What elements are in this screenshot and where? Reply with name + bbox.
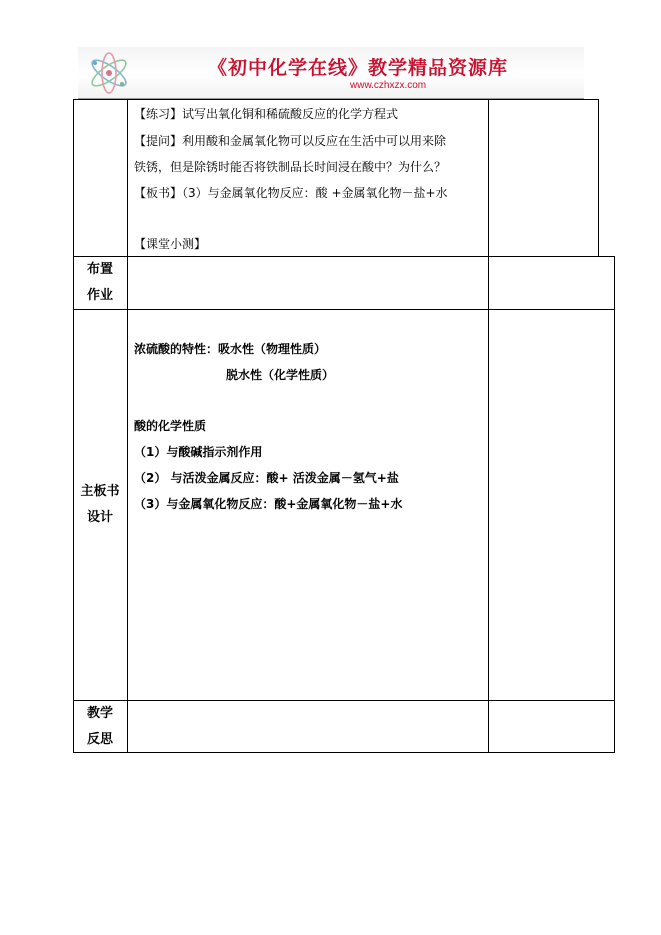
- table-border-top: [73, 99, 599, 100]
- homework-label-1: 布置: [86, 262, 113, 277]
- row-divider-2: [73, 309, 615, 310]
- practice-line: 【练习】试写出氧化铜和稀硫酸反应的化学方程式: [134, 107, 399, 121]
- site-title: 《初中化学在线》教学精品资源库: [208, 57, 509, 79]
- quiz-line: 【课堂小测】: [134, 237, 207, 251]
- table-border-left: [73, 99, 74, 753]
- header-banner: [78, 47, 584, 99]
- atom-logo-icon: [84, 49, 134, 97]
- board-line-2: （2） 与活泼金属反应：酸+ 活泼金属－氢气+盐: [134, 471, 399, 485]
- question-line-2: 铁锈，但是除锈时能否将铁制品长时间浸在酸中？为什么？: [134, 160, 447, 174]
- reflection-label-1: 教学: [86, 706, 113, 721]
- reflection-label-2: 反思: [86, 732, 113, 747]
- top-right-border: [598, 99, 599, 257]
- board-line-3: （3）与金属氧化物反应：酸+金属氧化物－盐+水: [134, 497, 403, 511]
- content-column-divider: [488, 99, 489, 753]
- label-column-divider: [127, 99, 128, 753]
- board-line-1: （1）与酸碱指示剂作用: [134, 445, 263, 459]
- board-line-sulfuric: 浓硫酸的特性：吸水性（物理性质）: [134, 342, 327, 356]
- board-line-heading: 酸的化学性质: [134, 419, 207, 433]
- table-border-right: [614, 256, 615, 753]
- row-divider-1: [73, 256, 615, 257]
- table-border-bottom: [73, 752, 615, 753]
- site-url: www.czhxzx.com: [350, 80, 427, 91]
- homework-label-2: 作业: [86, 288, 113, 303]
- row-divider-3: [73, 700, 615, 701]
- board-note-line: 【板书】（3）与金属氧化物反应：酸 +金属氧化物－盐+水: [134, 186, 448, 200]
- question-line-1: 【提问】利用酸和金属氧化物可以反应在生活中可以用来除: [134, 134, 447, 148]
- board-design-label-2: 设计: [86, 510, 113, 525]
- board-line-dehydration: 脱水性（化学性质）: [226, 368, 335, 382]
- board-design-label-1: 主板书: [80, 484, 120, 499]
